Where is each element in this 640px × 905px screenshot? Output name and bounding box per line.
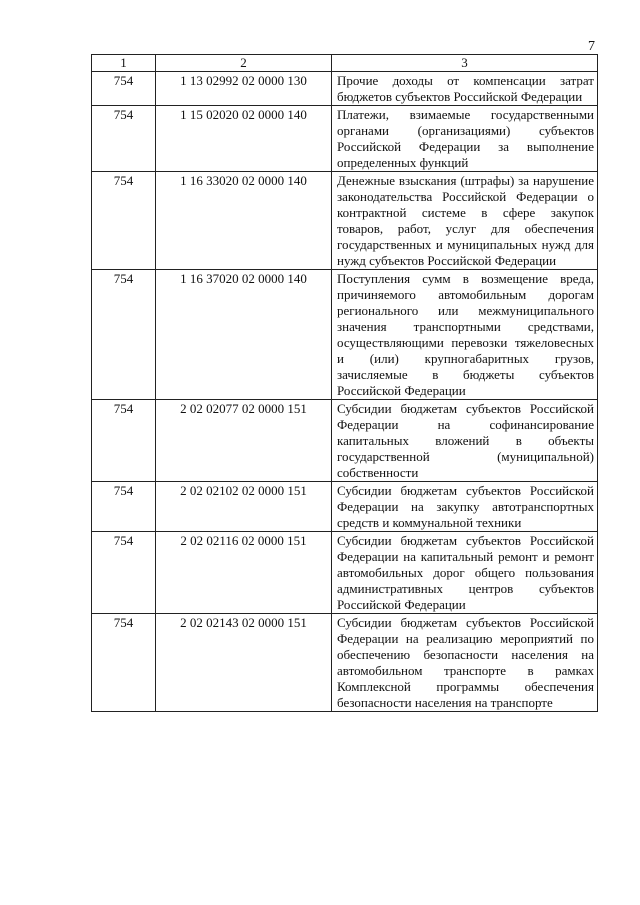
kbk-code-cell: 2 02 02116 02 0000 151 [156, 532, 332, 614]
kbk-code-cell: 2 02 02143 02 0000 151 [156, 614, 332, 712]
table-row [92, 482, 598, 532]
admin-code-cell: 754 [92, 482, 156, 532]
description-cell: Денежные взыскания (штрафы) за нарушение законодательства Российской Федерации о контрактной системе в сфере закупок товаров, работ, услуг для обеспечения государственных и муниципальных нужд для нужд субъектов Российской Федерации [332, 172, 598, 270]
kbk-code-cell: 1 15 02020 02 0000 140 [156, 106, 332, 172]
table-row [92, 72, 598, 106]
admin-code-cell: 754 [92, 532, 156, 614]
kbk-code-cell: 2 02 02102 02 0000 151 [156, 482, 332, 532]
description-cell: Поступления сумм в возмещение вреда, причиняемого автомобильным дорогам регионального или межмуниципального значения транспортными средствами, осуществляющими перевозки тяжеловесных и (или) крупногабаритных грузов, зачисляемые в бюджеты субъектов Российской Федерации [332, 270, 598, 400]
column-header-2: 2 [156, 55, 332, 72]
table-row [92, 106, 598, 172]
description-cell: Субсидии бюджетам субъектов Российской Федерации на капитальный ремонт и ремонт автомобильных дорог общего пользования административных центров субъектов Российской Федерации [332, 532, 598, 614]
admin-code-cell: 754 [92, 270, 156, 400]
kbk-code-cell: 2 02 02077 02 0000 151 [156, 400, 332, 482]
admin-code-cell: 754 [92, 400, 156, 482]
table-row [92, 532, 598, 614]
description-cell: Платежи, взимаемые государственными органами (организациями) субъектов Российской Федерации за выполнение определенных функций [332, 106, 598, 172]
admin-code-cell: 754 [92, 172, 156, 270]
kbk-code-cell: 1 13 02992 02 0000 130 [156, 72, 332, 106]
column-header-3: 3 [332, 55, 598, 72]
admin-code-cell: 754 [92, 106, 156, 172]
description-cell: Прочие доходы от компенсации затрат бюджетов субъектов Российской Федерации [332, 72, 598, 106]
budget-revenue-table [91, 54, 598, 712]
page-number: 7 [588, 39, 595, 54]
description-cell: Субсидии бюджетам субъектов Российской Федерации на закупку автотранспортных средств и коммунальной техники [332, 482, 598, 532]
table-row [92, 400, 598, 482]
kbk-code-cell: 1 16 37020 02 0000 140 [156, 270, 332, 400]
column-header-1: 1 [92, 55, 156, 72]
table-body [92, 72, 598, 712]
table-header [92, 55, 598, 72]
table-row [92, 172, 598, 270]
description-cell: Субсидии бюджетам субъектов Российской Федерации на реализацию мероприятий по обеспечению безопасности населения на автомобильном транспорте в рамках Комплексной программы обеспечения безопасности населения на транспорте [332, 614, 598, 712]
admin-code-cell: 754 [92, 614, 156, 712]
table-row [92, 614, 598, 712]
description-cell: Субсидии бюджетам субъектов Российской Федерации на софинансирование капитальных вложений в объекты государственной (муниципальной) собственности [332, 400, 598, 482]
admin-code-cell: 754 [92, 72, 156, 106]
header-row [92, 55, 598, 72]
table-row [92, 270, 598, 400]
kbk-code-cell: 1 16 33020 02 0000 140 [156, 172, 332, 270]
